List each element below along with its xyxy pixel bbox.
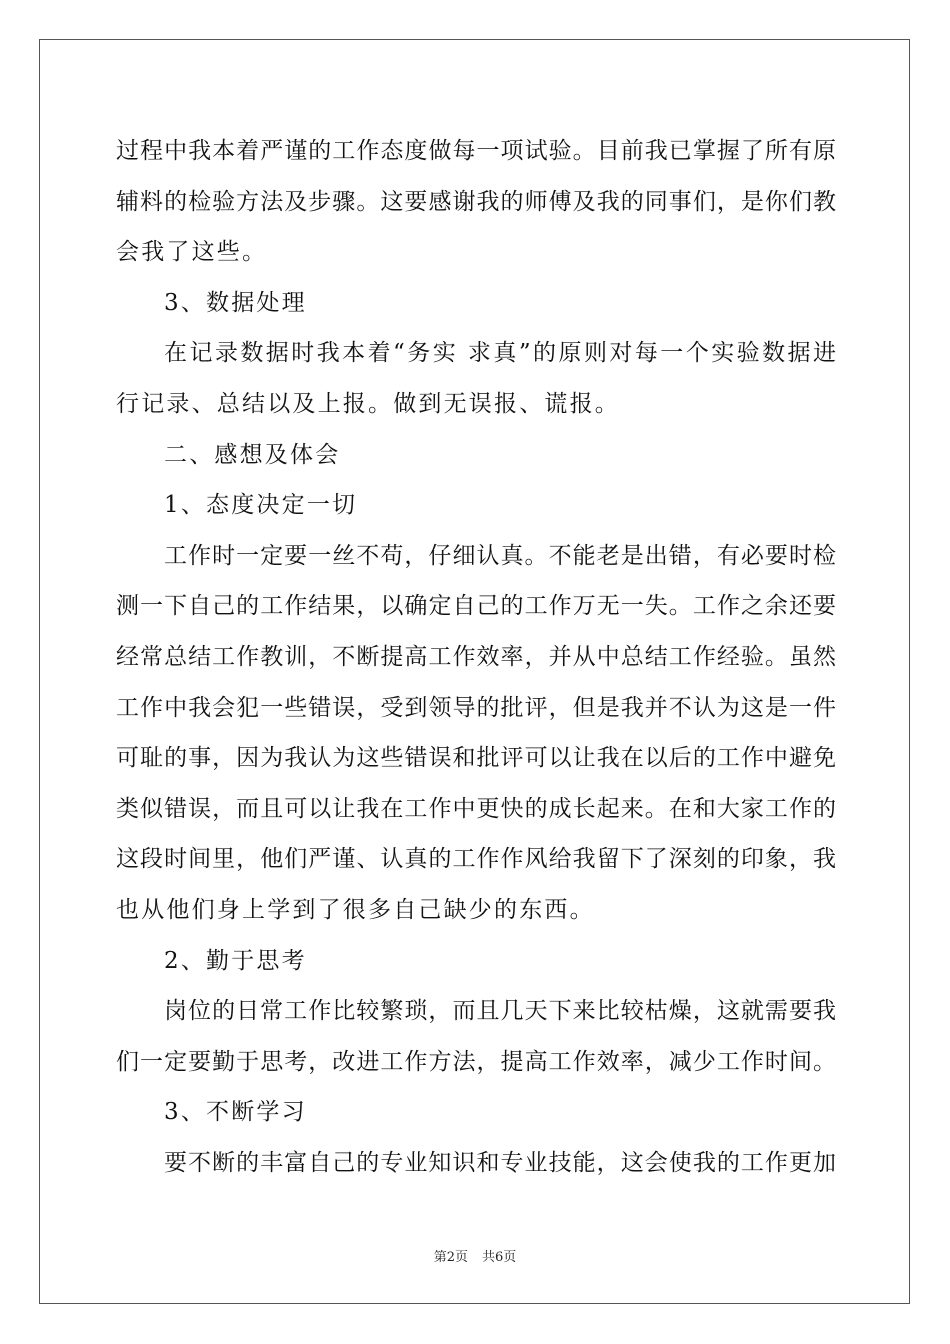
text-line: 2、勤于思考 [164, 947, 307, 974]
text-line: 1、态度决定一切 [164, 492, 358, 519]
text-line: 岗位的日常工作比较繁琐，而且几天下来比较枯燥，这就需要我 [164, 998, 836, 1025]
text-line: 辅料的检验方法及步骤。这要感谢我的师傅及我的同事们，是你们教 [116, 188, 836, 215]
page-footer [0, 1246, 950, 1265]
text-line: 测一下自己的工作结果，以确定自己的工作万无一失。工作之余还要 [116, 593, 836, 620]
text-line: 二、感想及体会 [164, 441, 341, 468]
page-number-current: 第2页 [433, 1250, 468, 1265]
text-line: 过程中我本着严谨的工作态度做每一项试验。目前我已掌握了所有原 [116, 138, 836, 164]
text-line: 可耻的事，因为我认为这些错误和批评可以让我在以后的工作中避免 [116, 745, 836, 772]
text-line: 工作中我会犯一些错误，受到领导的批评，但是我并不认为这是一件 [116, 694, 836, 721]
text-line: 工作时一定要一丝不苟，仔细认真。不能老是出错，有必要时检 [164, 542, 836, 569]
text-line: 也从他们身上学到了很多自己缺少的东西。 [116, 896, 595, 923]
document-body [116, 126, 836, 1188]
text-line: 们一定要勤于思考，改进工作方法，提高工作效率，减少工作时间。 [116, 1048, 836, 1075]
text-line: 要不断的丰富自己的专业知识和专业技能，这会使我的工作更加 [164, 1149, 836, 1176]
page-number-total: 共6页 [482, 1250, 517, 1265]
text-line: 类似错误，而且可以让我在工作中更快的成长起来。在和大家工作的 [116, 795, 836, 822]
text-line: 3、不断学习 [164, 1099, 307, 1126]
text-line: 在记录数据时我本着“务实 求真”的原则对每一个实验数据进 [164, 340, 836, 367]
text-line: 经常总结工作教训，不断提高工作效率，并从中总结工作经验。虽然 [116, 643, 836, 670]
text-line: 行记录、总结以及上报。做到无误报、谎报。 [116, 390, 620, 417]
text-line: 会我了这些。 [116, 239, 268, 266]
text-line: 这段时间里，他们严谨、认真的工作作风给我留下了深刻的印象，我 [116, 846, 836, 873]
text-line: 3、数据处理 [164, 289, 307, 316]
